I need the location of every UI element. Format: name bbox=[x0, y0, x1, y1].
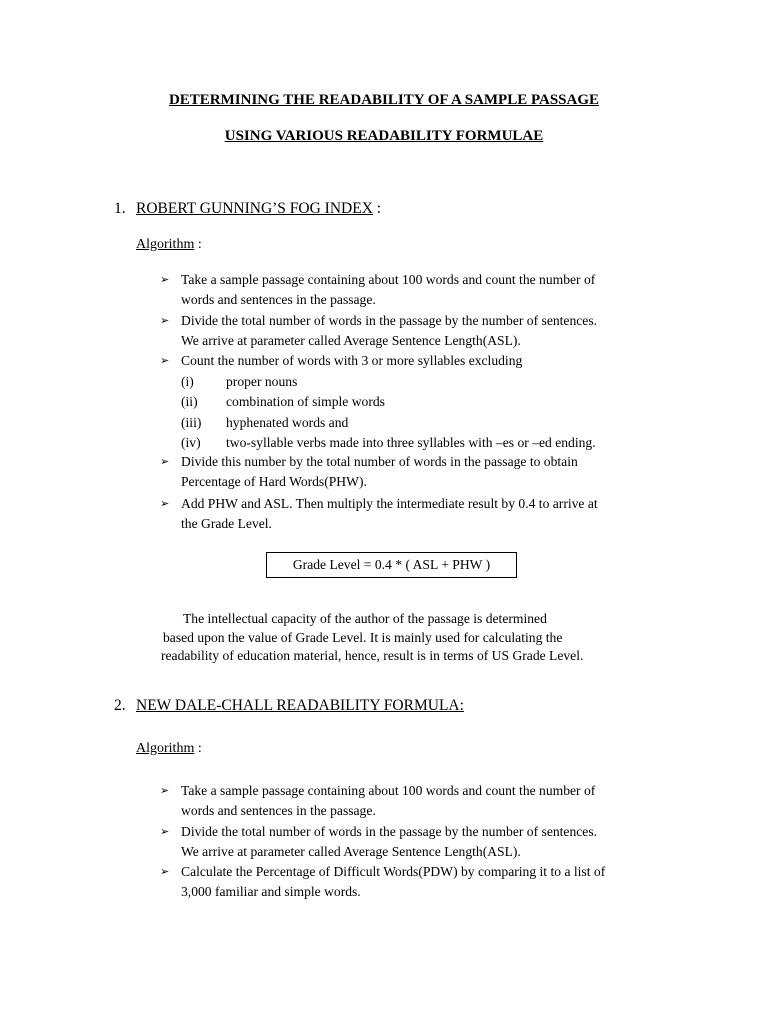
bullet-line: Divide the total number of words in the passage by the number of sentences. bbox=[181, 824, 598, 839]
arrowhead-bullet-icon: ➢ bbox=[160, 355, 170, 367]
bullet-line: words and sentences in the passage. bbox=[181, 803, 376, 819]
paragraph-line: readability of education material, hence, result is in terms of US Grade Level. bbox=[161, 648, 584, 663]
bullet-line: Divide this number by the total number of words in the passage to obtain bbox=[181, 454, 578, 469]
arrowhead-bullet-icon: ➢ bbox=[160, 274, 170, 286]
bullet-line: Divide the total number of words in the passage by the number of sentences. bbox=[181, 313, 598, 328]
roman-numeral: (iv) bbox=[181, 434, 201, 450]
algorithm-label-text: Algorithm bbox=[136, 237, 195, 252]
section-1-algorithm-label bbox=[136, 237, 202, 253]
section-2-title: NEW DALE-CHALL READABILITY FORMULA: bbox=[136, 697, 464, 714]
bullet-line: Take a sample passage containing about 100 words and count the number of bbox=[181, 272, 596, 287]
arrowhead-bullet-icon: ➢ bbox=[160, 456, 170, 468]
section-1-heading bbox=[114, 200, 381, 218]
arrowhead-bullet-icon: ➢ bbox=[160, 826, 170, 838]
roman-numeral: (iii) bbox=[181, 414, 202, 430]
section-1-bullet-3 bbox=[160, 351, 523, 371]
sub-list-item bbox=[181, 433, 596, 453]
grade-level-formula-box: Grade Level = 0.4 * ( ASL + PHW ) bbox=[266, 552, 517, 578]
section-2-bullet-1 bbox=[160, 781, 596, 822]
section-2-algorithm-label bbox=[136, 741, 202, 757]
section-1-number: 1. bbox=[114, 200, 126, 217]
section-1-bullet-2 bbox=[160, 311, 598, 352]
bullet-line: 3,000 familiar and simple words. bbox=[181, 884, 361, 900]
algorithm-label-suffix: : bbox=[194, 237, 202, 252]
section-1-title-suffix: : bbox=[372, 200, 382, 217]
arrowhead-bullet-icon: ➢ bbox=[160, 785, 170, 797]
bullet-line: Add PHW and ASL. Then multiply the intermediate result by 0.4 to arrive at bbox=[181, 496, 598, 511]
section-2-heading bbox=[114, 697, 464, 715]
bullet-line: We arrive at parameter called Average Sentence Length(ASL). bbox=[181, 333, 521, 349]
section-1-sub-list bbox=[181, 372, 596, 453]
section-2-bullet-2 bbox=[160, 822, 598, 863]
sub-item-text: two-syllable verbs made into three syllables with –es or –ed ending. bbox=[226, 434, 596, 450]
algorithm-label-text: Algorithm bbox=[136, 741, 195, 756]
roman-numeral: (ii) bbox=[181, 394, 198, 410]
section-1-paragraph bbox=[161, 610, 661, 666]
section-1-bullet-4 bbox=[160, 452, 578, 493]
section-2-bullet-3 bbox=[160, 862, 606, 903]
sub-item-text: proper nouns bbox=[226, 374, 298, 389]
document-title-line-2: USING VARIOUS READABILITY FORMULAE bbox=[224, 128, 544, 144]
sub-item-text: combination of simple words bbox=[226, 394, 385, 410]
bullet-line: words and sentences in the passage. bbox=[181, 292, 376, 308]
bullet-line: Count the number of words with 3 or more syllables excluding bbox=[181, 353, 523, 368]
section-1-bullet-5 bbox=[160, 494, 598, 535]
bullet-line: We arrive at parameter called Average Sentence Length(ASL). bbox=[181, 844, 521, 860]
arrowhead-bullet-icon: ➢ bbox=[160, 866, 170, 878]
sub-item-text: hyphenated words and bbox=[226, 414, 349, 430]
arrowhead-bullet-icon: ➢ bbox=[160, 315, 170, 327]
document-title-line-1: DETERMINING THE READABILITY OF A SAMPLE PASSAGE bbox=[168, 92, 600, 108]
paragraph-line: based upon the value of Grade Level. It is mainly used for calculating the bbox=[163, 629, 563, 645]
sub-list-item bbox=[181, 372, 596, 392]
bullet-line: the Grade Level. bbox=[181, 516, 272, 532]
bullet-line: Take a sample passage containing about 100 words and count the number of bbox=[181, 783, 596, 798]
bullet-line: Calculate the Percentage of Difficult Words(PDW) by comparing it to a list of bbox=[181, 864, 606, 879]
algorithm-label-suffix: : bbox=[194, 741, 202, 756]
sub-list-item bbox=[181, 413, 596, 433]
paragraph-line: The intellectual capacity of the author of the passage is determined bbox=[183, 611, 547, 626]
section-1-bullet-1 bbox=[160, 270, 596, 311]
sub-list-item bbox=[181, 392, 596, 412]
section-1-title: ROBERT GUNNING’S FOG INDEX bbox=[136, 200, 373, 217]
bullet-line: Percentage of Hard Words(PHW). bbox=[181, 474, 367, 490]
roman-numeral: (i) bbox=[181, 374, 194, 389]
section-2-number: 2. bbox=[114, 697, 126, 714]
arrowhead-bullet-icon: ➢ bbox=[160, 498, 170, 510]
